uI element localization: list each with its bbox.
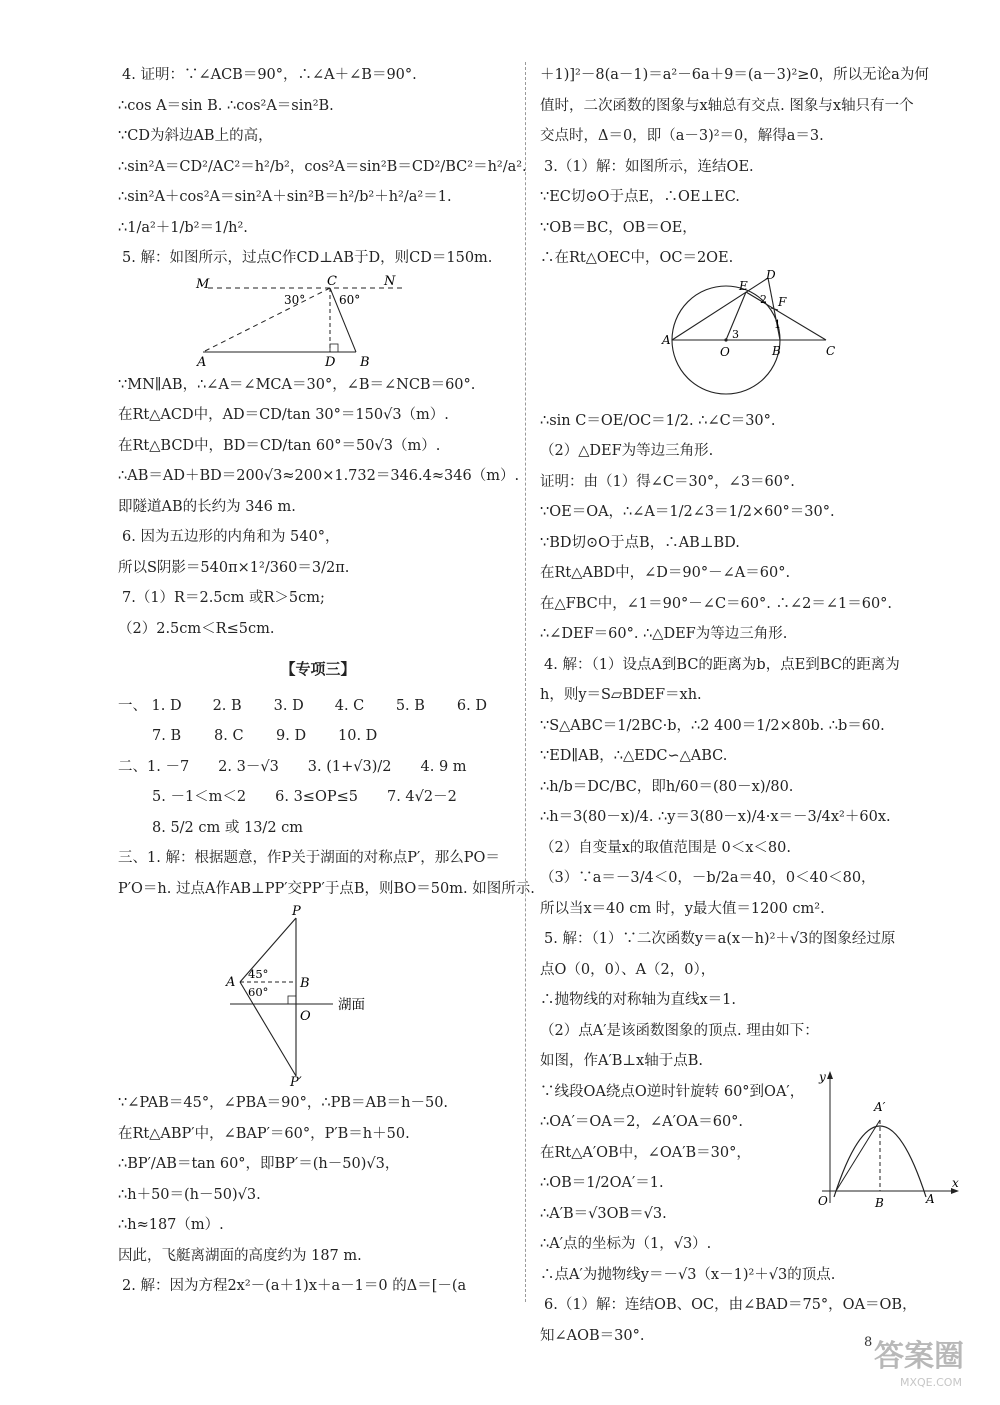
text-line: ∴cos A＝sin B. ∴cos²A＝sin²B. (118, 97, 334, 114)
text-line: （3）∵a＝－3/4＜0，－b/2a＝40，0＜40＜80， (540, 870, 876, 886)
left-column (118, 60, 535, 1302)
text-line: ∴∠DEF＝60°. ∴△DEF为等边三角形. (540, 626, 788, 642)
mc-answers-row-2 (118, 721, 518, 752)
text-line: ∴sin C＝OE/OC＝1/2. ∴∠C＝30°. (540, 412, 776, 429)
label-a-prime: A′ (874, 1099, 886, 1114)
text-line: ∵∠PAB＝45°，∠PBA＝90°，∴PB＝AB＝h－50. (118, 1095, 449, 1111)
text-line: ∴sin²A＝CD²/AC²＝h²/b²，cos²A＝sin²B＝CD²/BC²＝h²/a². (118, 158, 527, 175)
text-line: 交点时，Δ＝0，即（a－3)²＝0，解得a＝3. (540, 128, 824, 144)
section-title: 【专项三】 (280, 660, 356, 678)
text-line: 7.（1）R＝2.5cm 或R＞5cm; (122, 590, 325, 606)
text-line: ∵线段OA绕点O逆时针旋转 60°到OA′， (540, 1083, 805, 1100)
parabola-figure (810, 1063, 965, 1213)
text-line: 即隧道AB的长约为 346 m. (118, 498, 296, 515)
airship-figure (118, 904, 518, 1090)
text-line: ∴OB＝1/2OA′＝1. (540, 1175, 664, 1191)
text-line: ∴h＝3(80－x)/4. ∴y＝3(80－x)/4·x＝－3/4x²＋60x. (540, 809, 891, 825)
right-column (540, 60, 965, 1351)
text-line: ＋1)]²－8(a－1)＝a²－6a＋9＝(a－3)²≥0，所以无论a为何 (540, 67, 929, 83)
fill-answers-line: 二、1. －7 2. 3－√3 3. (1+√3)/2 4. 9 m (118, 758, 467, 775)
text-line: 知∠AOB＝30°. (540, 1327, 645, 1344)
text-line: 5. 解：（1）∵二次函数y＝a(x－h)²＋√3的图象经过原 (544, 931, 896, 947)
text-line: ∴AB＝AD＋BD＝200√3≈200×1.732＝346.4≈346（m）. (118, 468, 520, 484)
text-line: 在Rt△ACD中，AD＝CD/tan 30°＝150√3（m）. (118, 407, 449, 423)
label-a: A (926, 1191, 935, 1206)
label-angle-2: 2 (760, 292, 767, 306)
text-line: 如图，作A′B⊥x轴于点B. (540, 1053, 703, 1069)
mc-answer: 4. C (334, 697, 365, 714)
label-b: B (772, 343, 781, 358)
label-n: N (384, 273, 396, 289)
label-angle-1: 1 (774, 317, 781, 331)
watermark-text: 答案圈 (874, 1339, 964, 1374)
text-line: P′O＝h. 过点A作AB⊥PP′交PP′于点B，则BO＝50m. 如图所示. (118, 880, 535, 897)
text-line: 因此，飞艇离湖面的高度约为 187 m. (118, 1247, 362, 1264)
fill-answers-line: 5. －1＜m＜2 6. 3≤OP≤5 7. 4√2－2 (152, 789, 457, 805)
label-p: P (292, 904, 301, 919)
text-line: 在Rt△BCD中，BD＝CD/tan 60°＝50√3（m）. (118, 437, 441, 454)
label-o: O (300, 1009, 311, 1024)
label-a: A (197, 354, 207, 370)
text-line: （2）△DEF为等边三角形. (540, 443, 714, 459)
text-line: ∴h＋50＝(h－50)√3. (118, 1186, 261, 1203)
text-line: ∴OA′＝OA＝2，∠A′OA＝60°. (540, 1114, 744, 1130)
text-line: h，则y＝S▱BDEF＝xh. (540, 687, 702, 703)
label-a: A (226, 975, 236, 990)
text-line: （2）自变量x的取值范围是 0＜x＜80. (540, 839, 791, 856)
label-m: M (196, 276, 210, 292)
mc-prefix: 一、 (118, 697, 147, 714)
text-line: 值时，二次函数的图象与x轴总有交点. 图象与x轴只有一个 (540, 97, 914, 114)
text-line: 在Rt△ABP′中，∠BAP′＝60°，P′B＝h＋50. (118, 1125, 410, 1142)
text-line: 3.（1）解：如图所示，连结OE. (544, 158, 754, 175)
mc-answers-row-1 (118, 691, 518, 722)
mc-answer: 5. B (395, 697, 425, 714)
text-line: （2）点A′是该函数图象的顶点. 理由如下： (540, 1022, 819, 1039)
text-line: ∴BP′/AB＝tan 60°，即BP′＝(h－50)√3， (118, 1156, 400, 1172)
text-line: ∴1/a²＋1/b²＝1/h². (118, 219, 248, 236)
mc-answer: 7. B (152, 728, 182, 744)
label-angle-60: 60° (339, 292, 361, 307)
text-line: 点O（0，0）、A（2，0）， (540, 961, 716, 978)
text-line: 在Rt△A′OB中，∠OA′B＝30°， (540, 1144, 751, 1161)
label-y: y (819, 1069, 826, 1084)
watermark-url: MXQE.COM (900, 1376, 962, 1389)
mc-answer: 1. D (151, 697, 182, 714)
label-b: B (875, 1195, 884, 1210)
label-f: F (778, 294, 787, 309)
text-line: 6.（1）解：连结OB、OC，由∠BAD＝75°，OA＝OB， (544, 1297, 917, 1313)
text-line: 三、1. 解：根据题意，作P关于湖面的对称点P′，那么PO＝ (118, 850, 500, 866)
mc-answer: 9. D (276, 728, 307, 744)
label-b: B (360, 354, 370, 370)
label-angle-60: 60° (248, 985, 269, 999)
text-line: ∴在Rt△OEC中，OC＝2OE. (540, 250, 734, 266)
label-x: x (952, 1175, 959, 1190)
label-c: C (327, 273, 337, 289)
text-line: ∴sin²A＋cos²A＝sin²A＋sin²B＝h²/b²＋h²/a²＝1. (118, 189, 452, 205)
text-line: ∵EC切⊙O于点E，∴OE⊥EC. (540, 189, 740, 205)
parabola-block (540, 1069, 965, 1260)
tunnel-figure (118, 273, 518, 370)
mc-answer: 6. D (456, 697, 487, 714)
text-line: （2）2.5cm＜R≤5cm. (118, 620, 275, 637)
column-divider (525, 62, 526, 1302)
text-line: ∴h/b＝DC/BC，即h/60＝(80－x)/80. (540, 778, 794, 795)
label-a: A (662, 332, 671, 347)
mc-answer: 3. D (273, 697, 304, 714)
text-line: 所以当x＝40 cm 时，y最大值＝1200 cm². (540, 900, 825, 917)
text-line: 在△FBC中，∠1＝90°－∠C＝60°. ∴∠2＝∠1＝60°. (540, 595, 893, 612)
text-line: ∵MN∥AB，∴∠A＝∠MCA＝30°，∠B＝∠NCB＝60°. (118, 376, 476, 393)
text-line: ∴点A′为抛物线y＝－√3（x－1)²＋√3的顶点. (540, 1266, 836, 1283)
text-line: ∵ED∥AB，∴△EDC∽△ABC. (540, 748, 728, 764)
text-line: 所以S阴影＝540π×1²/360＝3/2π. (118, 559, 350, 576)
text-line: ∴h≈187（m）. (118, 1217, 224, 1233)
text-line: ∴A′点的坐标为（1，√3）. (540, 1236, 712, 1252)
label-b: B (300, 976, 310, 991)
label-angle-30: 30° (284, 292, 306, 307)
text-line: 2. 解：因为方程2x²－(a＋1)x＋a－1＝0 的Δ＝[－(a (122, 1278, 467, 1294)
text-line: 证明：由（1）得∠C＝30°，∠3＝60°. (540, 473, 795, 490)
text-line: 4. 解：（1）设点A到BC的距离为b，点E到BC的距离为 (544, 656, 900, 673)
text-line: ∵S△ABC＝1/2BC·b，∴2 400＝1/2×80b. ∴b＝60. (540, 717, 885, 734)
mc-answer: 10. D (338, 728, 378, 744)
text-line: ∵BD切⊙O于点B，∴AB⊥BD. (540, 534, 740, 551)
text-line: 4. 证明：∵∠ACB＝90°，∴∠A＋∠B＝90°. (122, 67, 417, 83)
text-line: 在Rt△ABD中，∠D＝90°－∠A＝60°. (540, 565, 791, 581)
label-o: O (720, 344, 730, 359)
label-lake: 湖面 (338, 997, 365, 1013)
label-o: O (818, 1193, 828, 1208)
label-d: D (766, 267, 776, 282)
label-p-prime: P′ (290, 1075, 302, 1090)
mc-answer: 8. C (214, 728, 244, 744)
text-line: 5. 解：如图所示，过点C作CD⊥AB于D，则CD＝150m. (122, 250, 493, 266)
text-line: ∴A′B＝√3OB＝√3. (540, 1205, 667, 1222)
label-c: C (826, 343, 836, 358)
label-angle-45: 45° (248, 967, 269, 981)
label-d: D (325, 354, 336, 370)
watermark-logo (860, 1322, 988, 1390)
text-line: ∴抛物线的对称轴为直线x＝1. (540, 992, 737, 1008)
label-angle-3: 3 (732, 327, 739, 341)
mc-answer: 2. B (212, 697, 242, 714)
fill-answers-line: 8. 5/2 cm 或 13/2 cm (152, 819, 304, 836)
label-e: E (739, 278, 748, 293)
circle-figure (540, 267, 965, 404)
text-line: ∵OB＝BC，OB＝OE， (540, 219, 697, 236)
page-number: 8 (864, 1335, 873, 1350)
text-line: ∵CD为斜边AB上的高， (118, 128, 273, 144)
text-line: 6. 因为五边形的内角和为 540°， (122, 529, 340, 545)
text-line: ∵OE＝OA，∴∠A＝1/2∠3＝1/2×60°＝30°. (540, 504, 835, 520)
